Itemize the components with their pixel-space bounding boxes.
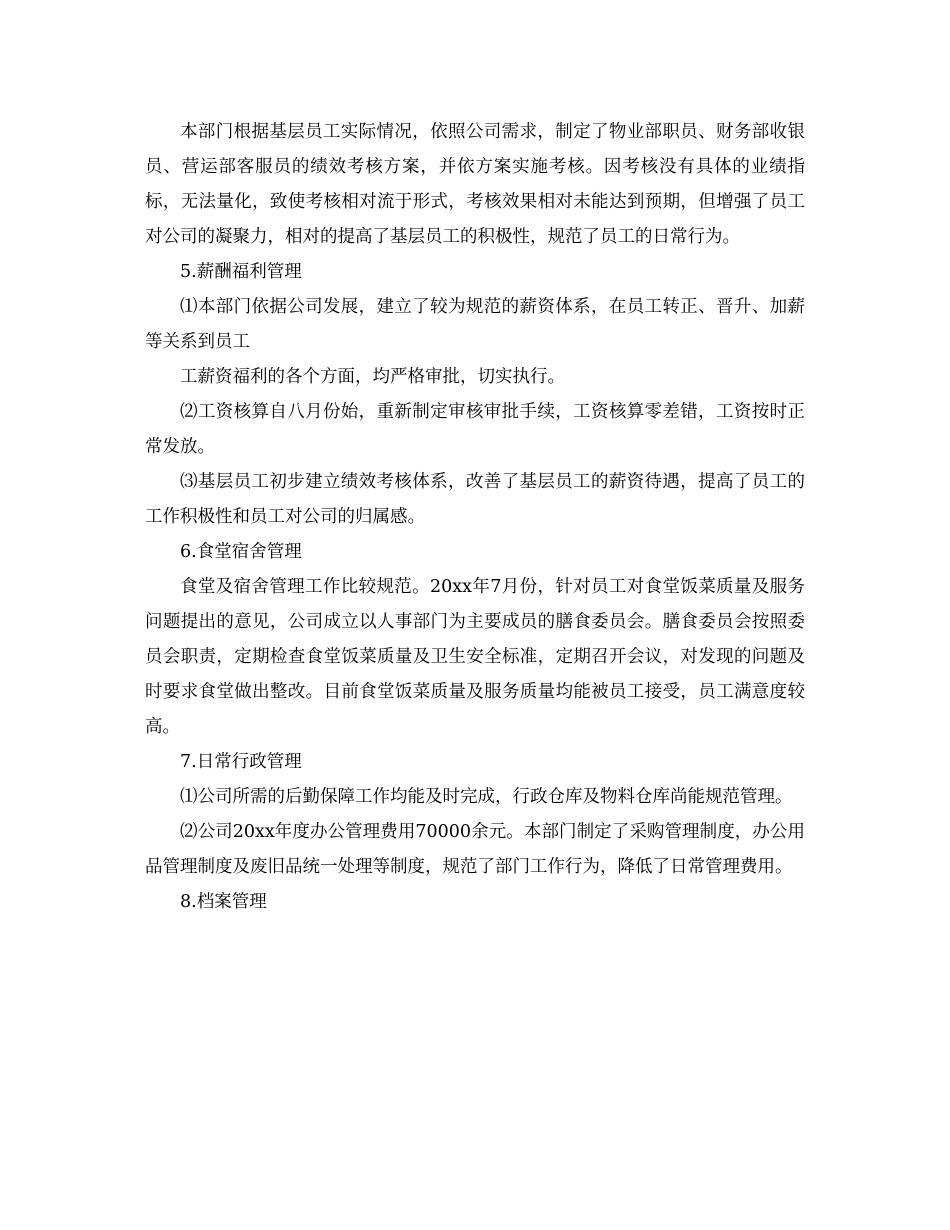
section-heading-salary: 5.薪酬福利管理 [180, 262, 302, 282]
paragraph-salary-3: ⑶基层员工初步建立绩效考核体系，改善了基层员工的薪资待遇，提高了员工的工作积极性和员工对公司的归属感。 [145, 472, 805, 527]
paragraph-salary-1-cont: 工薪资福利的各个方面，均严格审批，切实执行。 [180, 367, 565, 387]
document-body [145, 115, 805, 920]
paragraph-salary-1: ⑴本部门依据公司发展，建立了较为规范的薪资体系，在员工转正、晋升、加薪等关系到员工 [145, 297, 805, 352]
paragraph-salary-2: ⑵工资核算自八月份始，重新制定审核审批手续，工资核算零差错，工资按时正常发放。 [145, 402, 805, 457]
section-heading-archive: 8.档案管理 [180, 892, 267, 912]
paragraph-admin-2: ⑵公司20xx年度办公管理费用70000余元。本部门制定了采购管理制度，办公用品管理制度及废旧品统一处理等制度，规范了部门工作行为，降低了日常管理费用。 [145, 822, 805, 877]
paragraph-appraisal: 本部门根据基层员工实际情况，依照公司需求，制定了物业部职员、财务部收银员、营运部客服员的绩效考核方案，并依方案实施考核。因考核没有具体的业绩指标，无法量化，致使考核相对流于形式，考核效果相对未能达到预期，但增强了员工对公司的凝聚力，相对的提高了基层员工的积极性，规范了员工的日常行为。 [145, 122, 805, 247]
paragraph-canteen: 食堂及宿舍管理工作比较规范。20xx年7月份，针对员工对食堂饭菜质量及服务问题提出的意见，公司成立以人事部门为主要成员的膳食委员会。膳食委员会按照委员会职责，定期检查食堂饭菜质量及卫生安全标准，定期召开会议，对发现的问题及时要求食堂做出整改。目前食堂饭菜质量及服务质量均能被员工接受，员工满意度较高。 [145, 577, 805, 737]
section-heading-canteen: 6.食堂宿舍管理 [180, 542, 302, 562]
paragraph-admin-1: ⑴公司所需的后勤保障工作均能及时完成，行政仓库及物料仓库尚能规范管理。 [180, 787, 793, 807]
section-heading-admin: 7.日常行政管理 [180, 752, 302, 772]
